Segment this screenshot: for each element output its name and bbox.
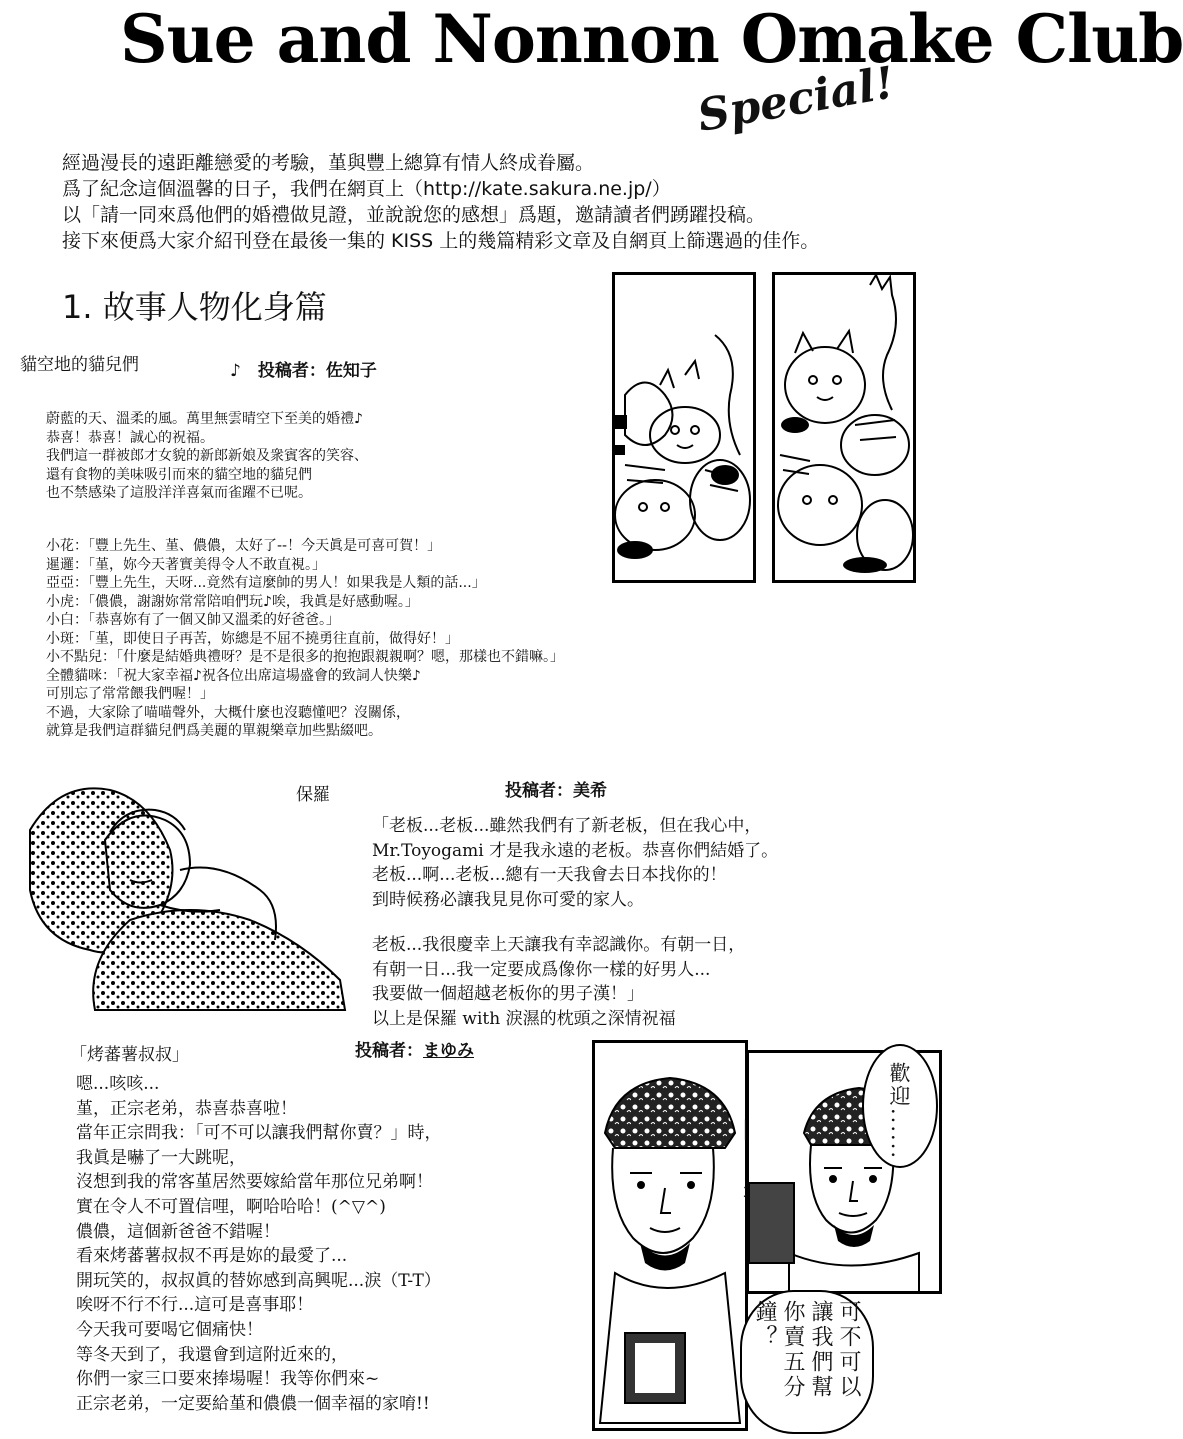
bubble-offer-col3: 你賣五分: [780, 1300, 805, 1400]
story1-line: 就算是我們這群貓兒們爲美麗的單親樂章加些點綴吧。: [46, 723, 382, 739]
story1-line: 暹邏：「堇，妳今天著實美得令人不敢直視。」: [46, 556, 326, 573]
story3-line: 今天我可要喝它個痛快！: [76, 1319, 263, 1340]
intro-line: 以「請一同來爲他們的婚禮做見證，並說說您的感想」爲題，邀請讀者們踴躍投稿。: [62, 204, 766, 226]
intro-paragraph: [62, 150, 942, 254]
bubble-offer-col4: 鐘？: [752, 1300, 777, 1350]
story1-line: 蔚藍的天、溫柔的風。萬里無雲晴空下至美的婚禮♪: [46, 411, 363, 427]
story3-title: 「烤蕃薯叔叔」: [70, 1045, 189, 1065]
story3-line: 等冬天到了，我還會到這附近來的，: [76, 1344, 348, 1365]
speech-bubble-welcome: [862, 1044, 938, 1168]
story2-author: 投稿者：美希: [505, 781, 607, 801]
cat-illustration-left: [612, 272, 756, 583]
story2-line: 有朝一日...我一定要成爲像你一樣的好男人...: [372, 959, 711, 980]
story3-author-name: まゆみ: [423, 1041, 474, 1061]
story1-title: 貓空地的貓兒們: [20, 355, 139, 375]
story2-title: 保羅: [296, 785, 330, 805]
bubble-offer-col2: 讓我們幫: [808, 1300, 833, 1400]
story1-author: ♪ 投稿者：佐知子: [230, 361, 377, 381]
vendor-shocked-drawing: [595, 1043, 745, 1428]
story3-line: 嗯...咳咳...: [76, 1074, 160, 1094]
story3-line: 我眞是嚇了一大跳呢，: [76, 1147, 246, 1168]
intro-line: 爲了紀念這個溫馨的日子，我們在網頁上（http://kate.sakura.ne.jp/）: [62, 178, 671, 200]
story1-line: 不過，大家除了喵喵聲外，大概什麼也沒聽懂吧？沒關係，: [46, 704, 410, 721]
cat-illustration-right: [772, 272, 916, 583]
intro-line: 接下來便爲大家介紹刊登在最後一集的 KISS 上的幾篇精彩文章及自網頁上篩選過的佳作。: [62, 230, 820, 252]
sleeping-man-drawing: [10, 770, 355, 1010]
story1-line: 我們這一群被郎才女貌的新郎新娘及衆賓客的笑容、: [46, 448, 368, 464]
story3-line: 你們一家三口要來捧場喔！我等你們來~: [76, 1369, 380, 1390]
section-heading: 1. 故事人物化身篇: [62, 288, 327, 326]
story1-para2: [46, 537, 564, 741]
story2-line: 到時候務必讓我見見你可愛的家人。: [372, 889, 644, 910]
story1-line: 小不點兒：「什麼是結婚典禮呀？是不是很多的抱抱跟親親啊？嗯，那樣也不錯嘛。」: [46, 649, 564, 665]
story2-line: 老板...啊...老板...總有一天我會去日本找你的！: [372, 865, 727, 885]
story3-line: 唉呀不行不行...這可是喜事耶！: [76, 1295, 314, 1316]
story1-line: 小花：「豐上先生、堇、儂儂，太好了--！今天眞是可喜可賀！」: [46, 538, 442, 554]
page-title: Sue and Nonnon Omake Club: [120, 0, 1183, 78]
story1-line: 全體貓咪：「祝大家幸福♪祝各位出席這場盛會的致詞人快樂♪: [46, 667, 421, 684]
story1-para1: [46, 410, 368, 503]
story2-line: 「老板...老板...雖然我們有了新老板，但在我心中，: [372, 816, 762, 836]
story2-line: 我要做一個超越老板你的男子漢！」: [372, 984, 644, 1004]
story1-line: 亞亞：「豐上先生，天呀...竟然有這麼帥的男人！如果我是人類的話...」: [46, 575, 486, 591]
story2-para1: [372, 814, 778, 912]
story3-line: 開玩笑的，叔叔眞的替妳感到高興呢...淚（T-T）: [76, 1270, 441, 1291]
story2-line: Mr.Toyogami 才是我永遠的老板。恭喜你們結婚了。: [372, 840, 779, 861]
story1-line: 恭喜！恭喜！誠心的祝福。: [46, 429, 214, 446]
story3-line: 儂儂，這個新爸爸不錯喔！: [76, 1221, 280, 1242]
paul-illustration: [10, 770, 355, 1010]
special-subtitle: Special!: [693, 57, 899, 143]
story3-author-label: 投稿者：: [355, 1041, 423, 1061]
bubble-offer-col1: 可不可以: [836, 1300, 861, 1400]
cats-drawing-left: [615, 275, 753, 580]
intro-line: 經過漫長的遠距離戀愛的考驗，堇與豐上總算有情人終成眷屬。: [62, 152, 595, 174]
story1-line: 可別忘了常常餵我們喔！」: [46, 686, 214, 702]
story3-line: 看來烤蕃薯叔叔不再是妳的最愛了...: [76, 1246, 348, 1267]
speech-bubble-offer: [740, 1290, 874, 1434]
story2-line: 老板...我很慶幸上天讓我有幸認識你。有朝一日，: [372, 935, 746, 955]
story3-line: 沒想到我的常客堇居然要嫁給當年那位兄弟啊！: [76, 1172, 433, 1193]
bubble-welcome-text: 歡迎......: [887, 1062, 911, 1161]
story1-line: 小白：「恭喜妳有了一個又帥又溫柔的好爸爸。」: [46, 612, 340, 628]
story3-line: 正宗老弟，一定要給堇和儂儂一個幸福的家唷!!: [76, 1393, 430, 1414]
story3-line: 當年正宗問我：「可不可以讓我們幫你賣？」時，: [76, 1123, 442, 1144]
story3-body: [76, 1072, 442, 1416]
story2-line: 以上是保羅 with 淚濕的枕頭之深情祝福: [372, 1008, 676, 1029]
cats-drawing-right: [775, 275, 913, 580]
story1-line: 也不禁感染了這股洋洋喜氣而雀躍不已呢。: [46, 485, 312, 501]
story1-line: 小斑：「堇，即使日子再苦，妳總是不屈不撓勇往直前，做得好！」: [46, 630, 459, 647]
story3-line: 堇，正宗老弟，恭喜恭喜啦！: [76, 1098, 297, 1119]
story1-line: 小虎：「儂儂，謝謝妳常常陪咱們玩♪唉，我眞是好感動喔。」: [46, 593, 419, 610]
story3-line: 實在令人不可置信哩，啊哈哈哈！(^▽^): [76, 1196, 386, 1217]
comic-panel-left: [592, 1040, 748, 1431]
story3-author: [355, 1036, 474, 1061]
story2-para2: [372, 933, 745, 1031]
story1-line: 還有食物的美味吸引而來的貓空地的貓兒們: [46, 466, 312, 483]
